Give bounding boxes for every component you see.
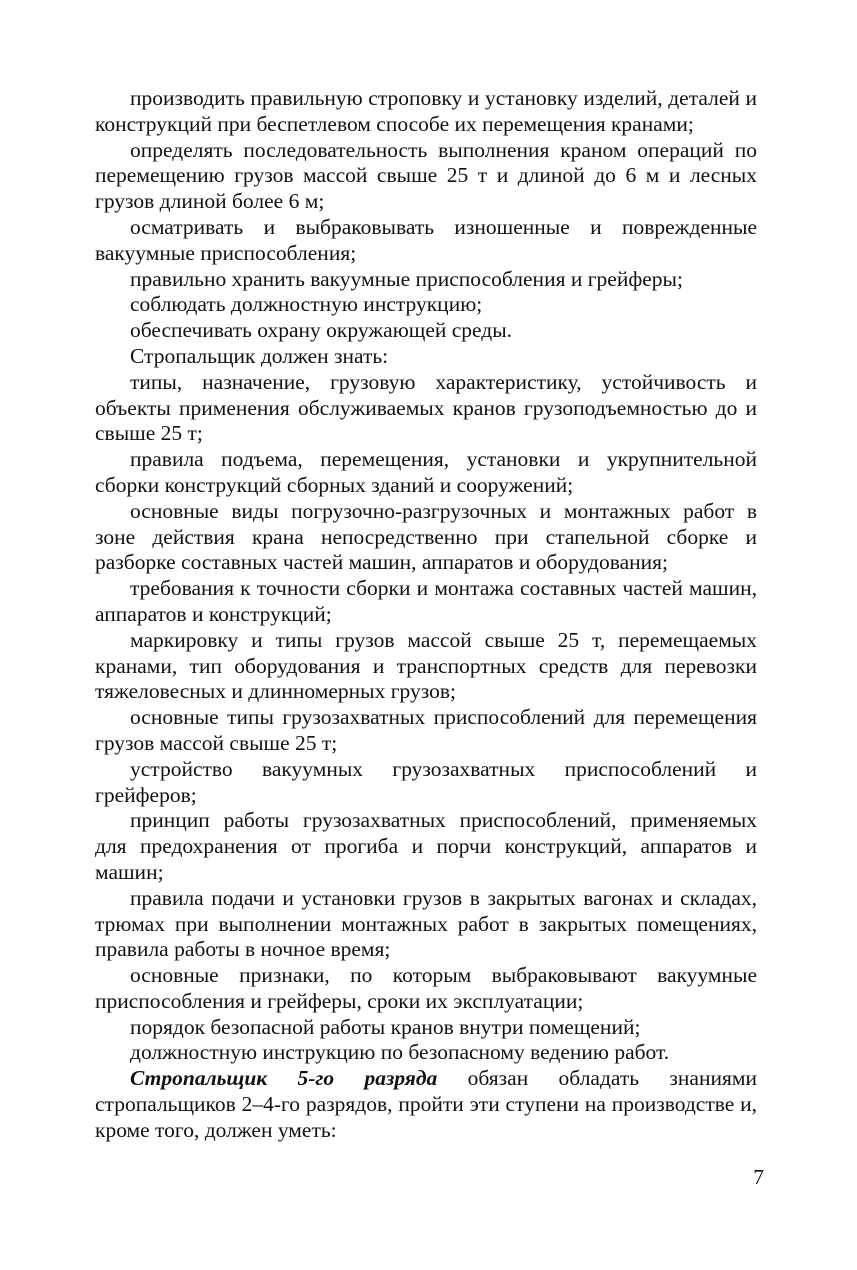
body-text xyxy=(95,86,757,1144)
paragraph: основные типы грузозахватных приспособлений для перемещения грузов массой свыше 25 т; xyxy=(95,705,757,755)
paragraph: соблюдать должностную инструкцию; xyxy=(130,292,483,317)
paragraph: определять последовательность выполнения краном операций по перемещению грузов массой свыше 25 т и длиной до 6 м и лесных грузов длиной более 6 м; xyxy=(95,137,757,214)
paragraph: Стропальщик должен знать: xyxy=(130,343,389,368)
page-number: 7 xyxy=(753,1165,764,1189)
paragraph: правильно хранить вакуумные приспособления и грейферы; xyxy=(130,266,683,291)
paragraph: типы, назначение, грузовую характеристику, устойчивость и объекты применения обслуживаемых кранов грузоподъемностью до и свыше 25 т; xyxy=(95,369,757,446)
paragraph: основные виды погрузочно-разгрузочных и монтажных работ в зоне действия крана непосредственно при стапельной сборке и разборке составных частей машин, аппаратов и оборудования; xyxy=(95,498,757,575)
final-paragraph-text: обязан обладать знаниями стропальщиков 2–4-го разрядов, пройти эти ступени на производстве и, кроме того, должен уметь: xyxy=(95,1066,757,1142)
rank-heading: Стропальщик 5-го разряда xyxy=(130,1066,438,1091)
paragraph: основные признаки, по которым выбраковывают вакуумные приспособления и грейферы, сроки их эксплуатации; xyxy=(95,963,757,1013)
paragraph: принцип работы грузозахватных приспособлений, применяемых для предохранения от прогиба и порчи конструкций, аппаратов и машин; xyxy=(95,808,757,884)
paragraph: требования к точности сборки и монтажа составных частей машин, аппаратов и конструкций; xyxy=(95,576,757,626)
paragraph: осматривать и выбраковывать изношенные и поврежденные вакуумные приспособления; xyxy=(95,214,757,265)
final-paragraph xyxy=(95,1066,757,1143)
paragraph: маркировку и типы грузов массой свыше 25 т, перемещаемых кранами, тип оборудования и транспортных средств для перевозки тяжеловесных и длинномерных грузов; xyxy=(95,627,757,704)
paragraph: правила подачи и установки грузов в закрытых вагонах и складах, трюмах при выполнении монтажных работ в закрытых помещениях, правила работы в ночное время; xyxy=(95,885,757,962)
paragraph: обеспечивать охрану окружающей среды. xyxy=(130,318,513,343)
paragraph: производить правильную строповку и установку изделий, деталей и конструкций при беспетлевом способе их перемещения кранами; xyxy=(95,86,757,136)
paragraph: порядок безопасной работы кранов внутри помещений; xyxy=(130,1014,641,1039)
paragraph: правила подъема, перемещения, установки и укрупнительной сборки конструкций сборных зданий и сооружений; xyxy=(95,447,757,497)
paragraph: должностную инструкцию по безопасному ведению работ. xyxy=(130,1040,670,1065)
paragraph: устройство вакуумных грузозахватных приспособлений и грейферов; xyxy=(95,756,757,807)
